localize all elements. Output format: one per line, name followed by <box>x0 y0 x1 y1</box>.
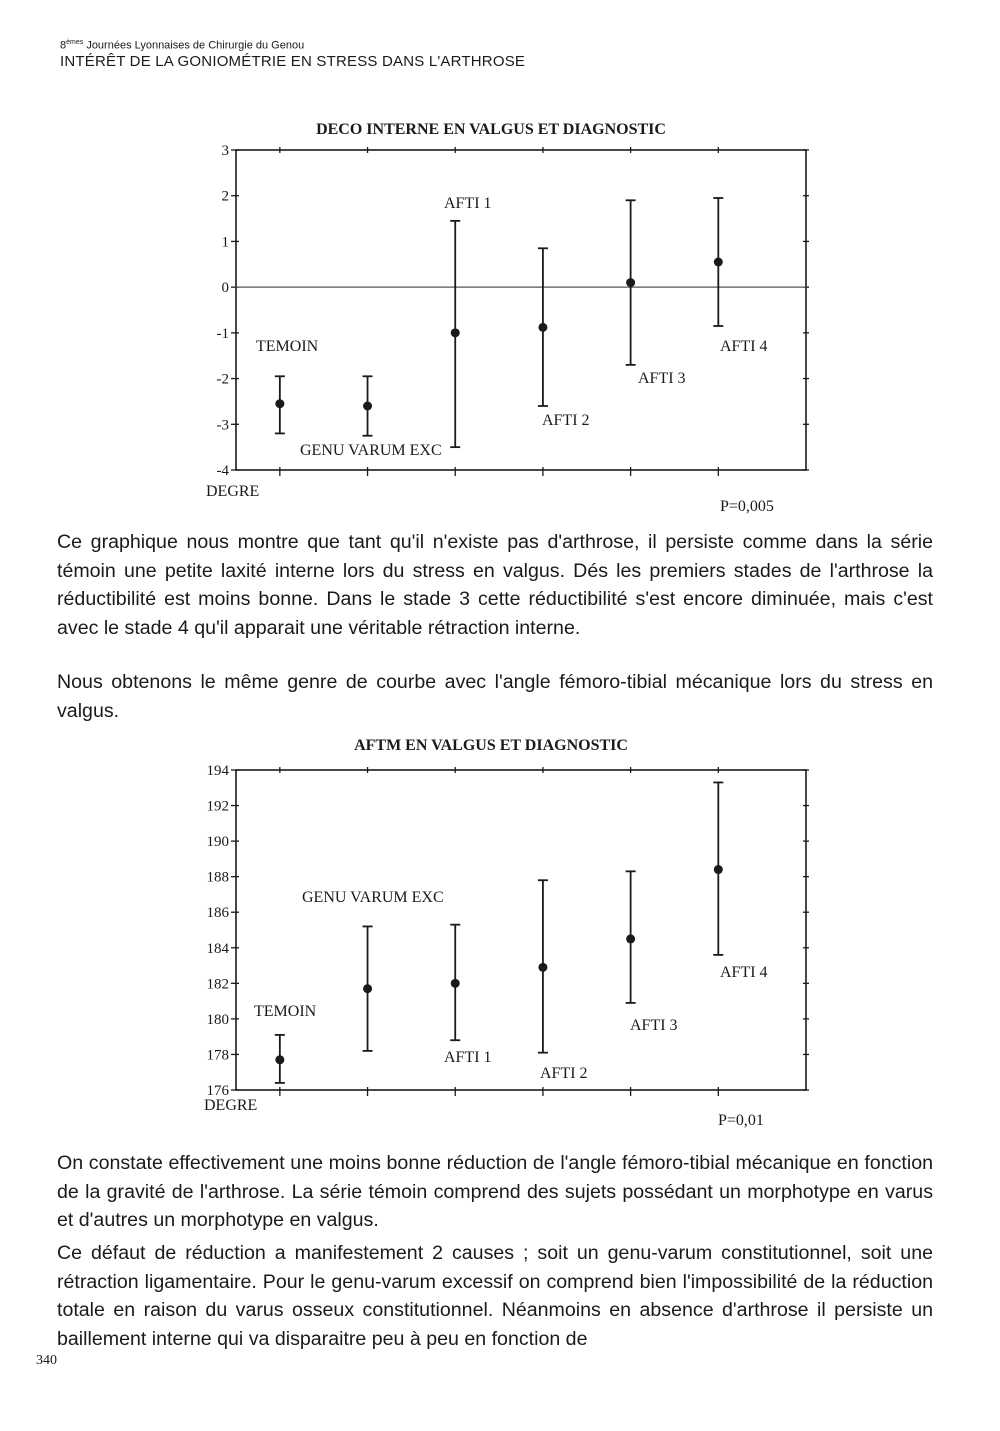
mean-point <box>275 399 284 408</box>
running-header <box>60 36 525 71</box>
mean-point <box>451 979 460 988</box>
y-tick-label: 182 <box>206 976 229 993</box>
plot-frame <box>236 770 806 1090</box>
y-tick-label: 180 <box>206 1011 229 1028</box>
mean-point <box>451 328 460 337</box>
mean-point <box>626 278 635 287</box>
mean-point <box>538 323 547 332</box>
category-label: AFTI 4 <box>720 338 768 355</box>
conference-name: Journées Lyonnaises de Chirurgie du Genou <box>86 39 305 52</box>
paragraph-1: Ce graphique nous montre que tant qu'il n'existe pas d'arthrose, il persiste comme dans la série témoin une petite laxité interne lors du stress en valgus. Dés les premiers stades de l'arthrose la réductibilité est moins bonne. Dans le stade 3 cette réductibilité s'est encore diminuée, mais c'est avec le stade 4 qu'il apparait une véritable rétraction interne. <box>57 531 933 639</box>
paragraph-4: Ce défaut de réduction a manifestement 2 causes ; soit un genu-varum constitutionnel, soit une rétraction ligamentaire. Pour le genu-varum excessif on comprend bien l'impossibilité de la réduction totale en raison du varus osseux constitutionnel. Néanmoins en absence d'arthrose il persiste un baillement interne qui va disparaitre peu à peu en fonction de <box>57 1242 933 1350</box>
mean-point <box>714 258 723 267</box>
plot-frame <box>236 150 806 470</box>
y-axis-label: DEGRE <box>204 1097 258 1114</box>
article-title: INTÉRÊT DE LA GONIOMÉTRIE EN STRESS DANS L'ARTHROSE <box>60 52 526 70</box>
category-label: GENU VARUM EXC <box>302 889 444 906</box>
chart-title: DECO INTERNE EN VALGUS ET DIAGNOSTIC <box>316 121 666 138</box>
mean-point <box>363 984 372 993</box>
y-tick-label: -3 <box>216 417 229 434</box>
category-label: TEMOIN <box>254 1003 317 1020</box>
category-label: GENU VARUM EXC <box>300 442 442 459</box>
mean-point <box>538 963 547 972</box>
y-axis-label: DEGRE <box>206 483 260 500</box>
y-tick-label: 0 <box>221 280 229 297</box>
y-tick-label: 176 <box>206 1083 229 1099</box>
y-tick-label: -4 <box>216 463 229 479</box>
y-tick-label: 184 <box>206 940 229 957</box>
mean-point <box>275 1055 284 1064</box>
y-tick-label: 188 <box>206 869 229 886</box>
y-tick-label: 190 <box>206 834 229 851</box>
y-tick-label: 178 <box>206 1047 229 1064</box>
y-tick-label: -2 <box>216 371 229 388</box>
category-label: AFTI 4 <box>720 964 768 981</box>
mean-point <box>626 934 635 943</box>
y-tick-label: 192 <box>206 798 229 815</box>
edition-number: 8 <box>60 39 67 52</box>
category-label: AFTI 3 <box>630 1017 678 1034</box>
y-tick-label: 2 <box>221 188 229 205</box>
y-tick-label: 1 <box>221 234 229 251</box>
category-label: AFTI 2 <box>540 1065 588 1082</box>
y-tick-label: 186 <box>206 905 229 922</box>
page-number: 340 <box>36 1353 57 1368</box>
category-label: AFTI 2 <box>542 412 590 429</box>
p-value-annotation: P=0,005 <box>720 498 774 515</box>
mean-point <box>363 402 372 411</box>
paragraph-2: Nous obtenons le même genre de courbe avec l'angle fémoro-tibial mécanique lors du stress en valgus. <box>57 671 933 722</box>
y-tick-label: 194 <box>206 763 229 779</box>
category-label: AFTI 3 <box>638 370 686 387</box>
category-label: AFTI 1 <box>444 195 492 212</box>
chart-title: AFTM EN VALGUS ET DIAGNOSTIC <box>354 737 628 754</box>
y-tick-label: 3 <box>221 143 229 159</box>
p-value-annotation: P=0,01 <box>718 1112 764 1129</box>
mean-point <box>714 865 723 874</box>
paragraph-3: On constate effectivement une moins bonne réduction de l'angle fémoro-tibial mécanique en fonction de la gravité de l'arthrose. La série témoin comprend des sujets possédant un morphotype en varus et d'autres un morphotype en valgus. <box>57 1152 933 1232</box>
edition-superscript: èmes <box>66 39 84 46</box>
y-tick-label: -1 <box>216 325 229 342</box>
category-label: TEMOIN <box>256 338 319 355</box>
category-label: AFTI 1 <box>444 1049 492 1066</box>
conference-line <box>60 36 525 53</box>
